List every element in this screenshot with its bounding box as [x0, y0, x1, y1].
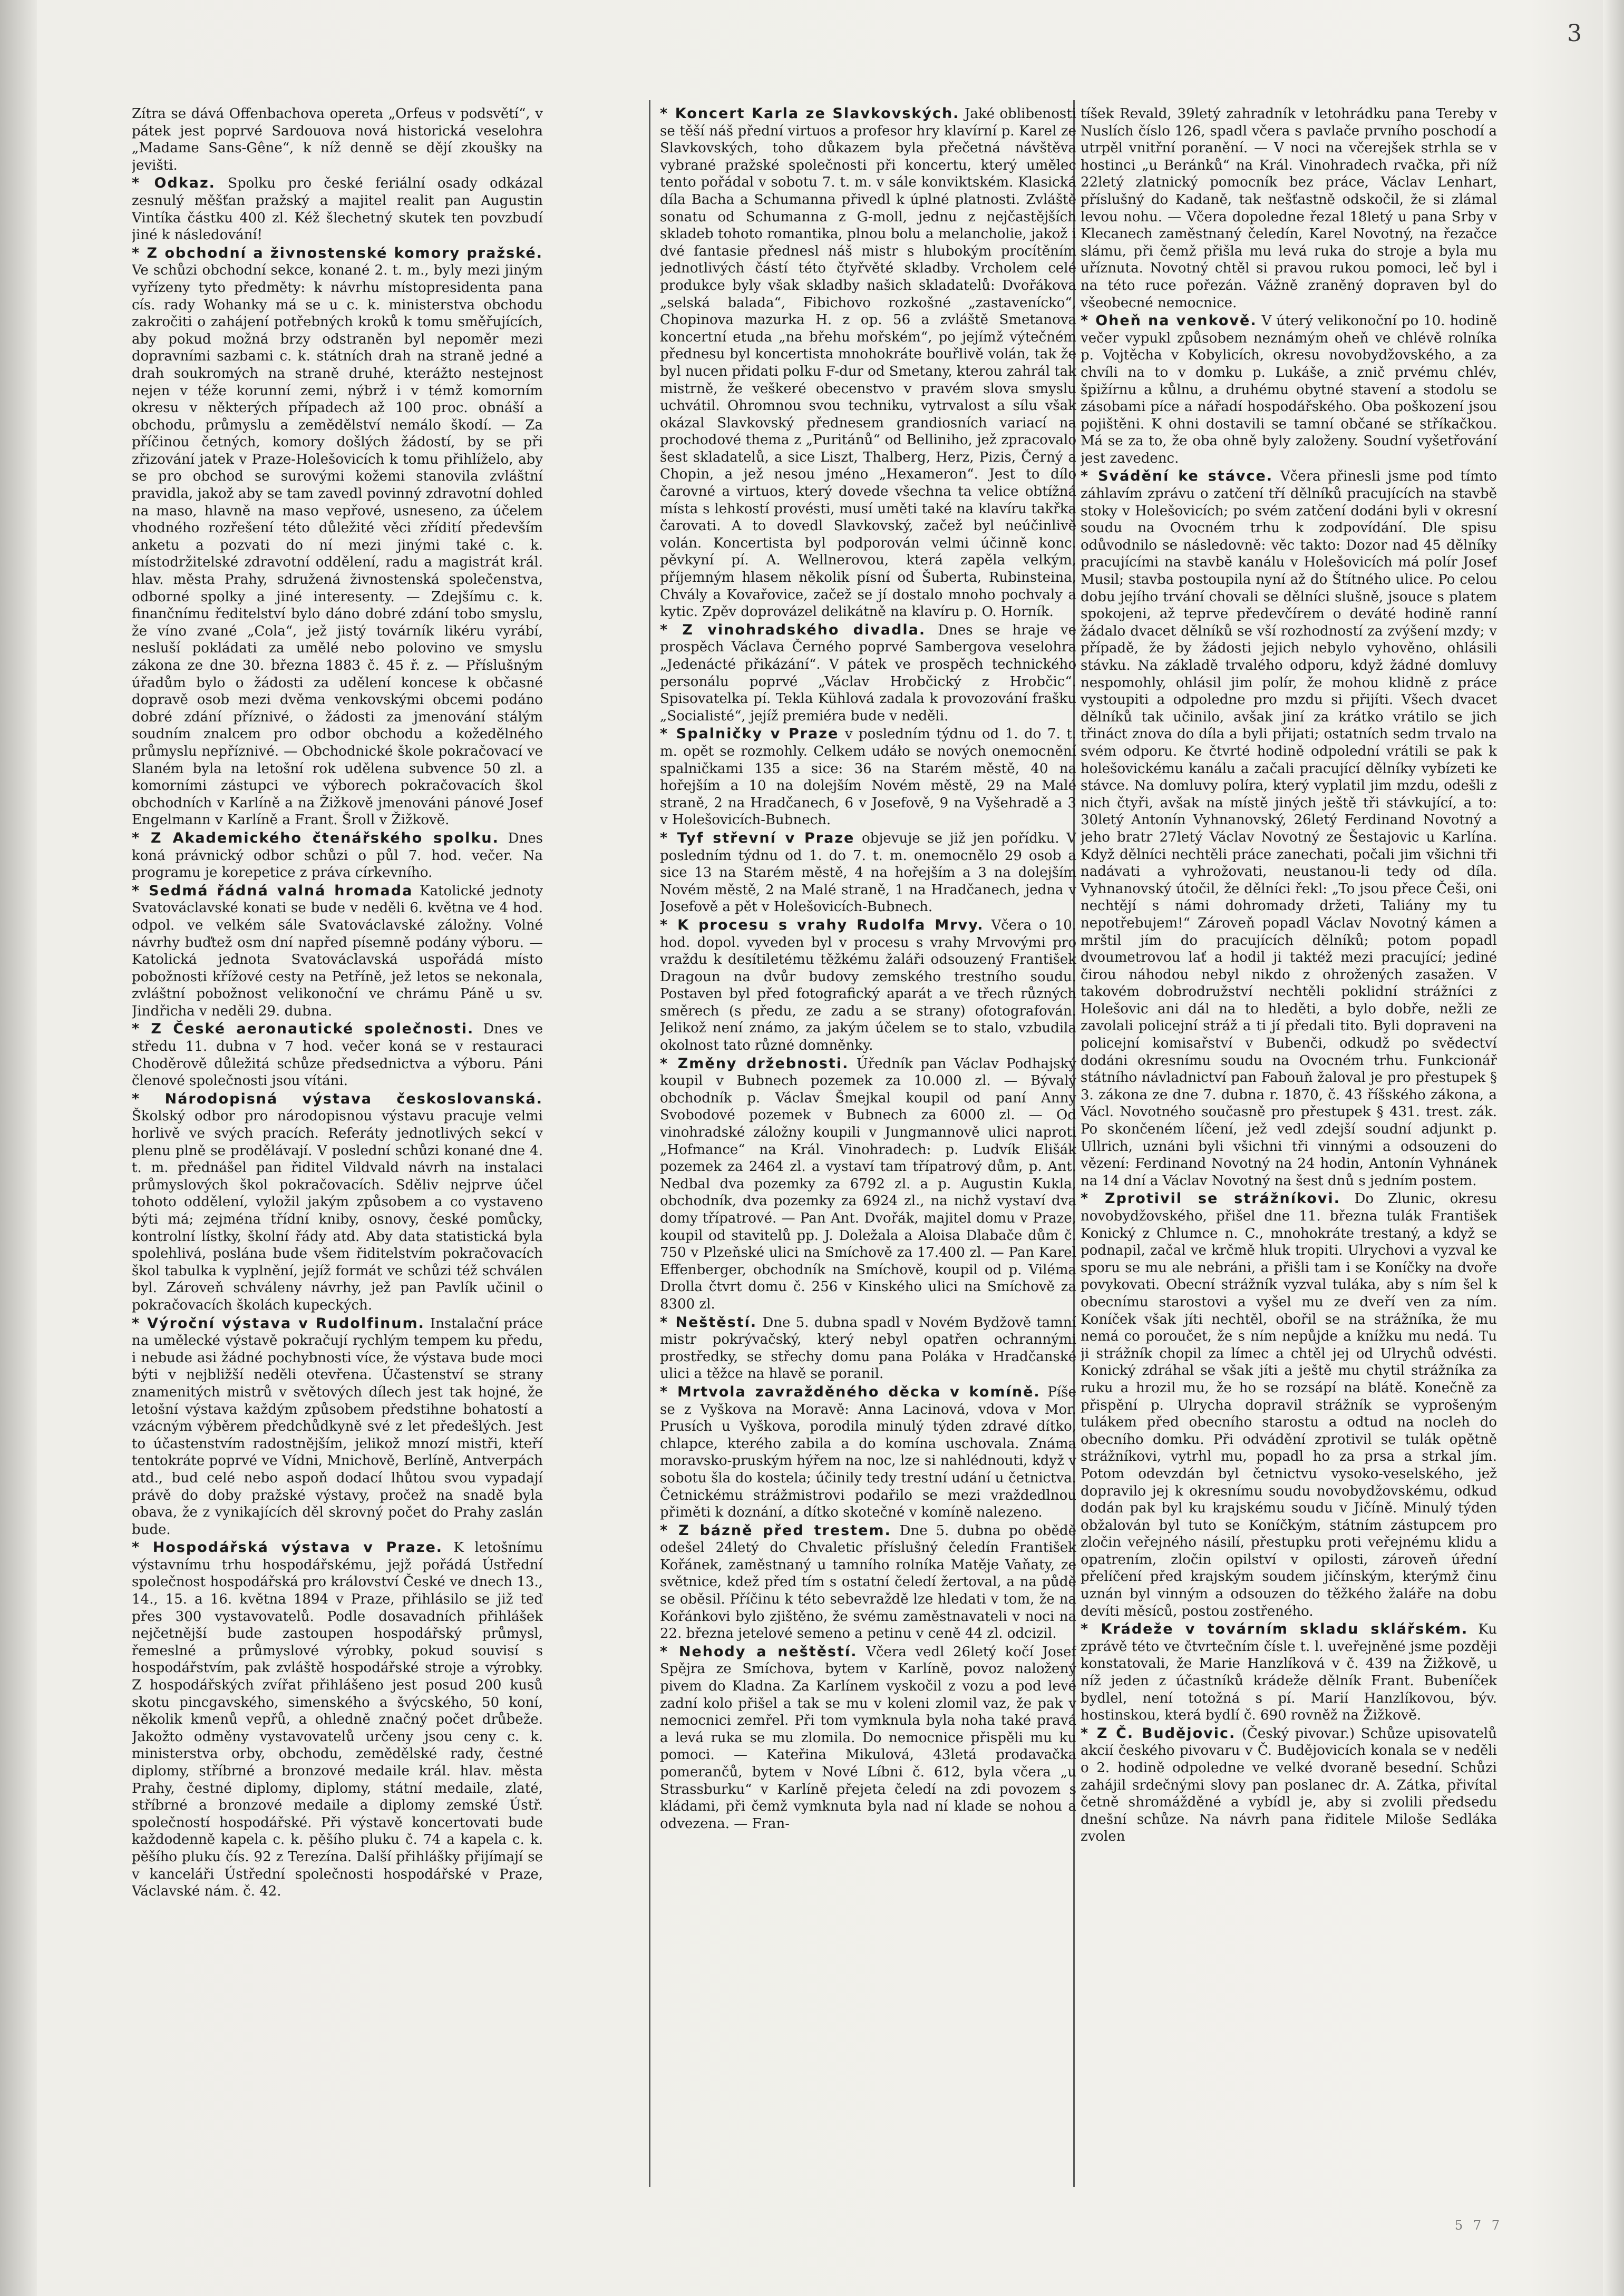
article-paragraph — [1081, 312, 1497, 467]
article-headline: * Mrtvola zavražděného děcka v komíně. — [660, 1383, 1040, 1400]
article-headline: * Neštěstí. — [660, 1314, 757, 1331]
article-paragraph — [132, 175, 543, 243]
article-text: Školský odbor pro národopisnou výstavu pracuje velmi horlivě ve svých pracích. Referáty jednotlivých sekcí v plenu plně se prodělávají. V poslední schůzi konané dne 4. t. m. přednášel pan řiditel Vildvald návrh na instalaci průmyslových škol pokračovacích. Sděliv nejprve účel tohoto oddělení, vyložil jakým způsobem a co vystaveno býti má; zejména třídní kniby, osnovy, české pomůcky, kontrolní lístky, školní řády atd. Aby data statistická byla spolehlivá, poslána bude všem řiditelstvím pokračovacích škol tabulka k vyplnění, jejíž formát ve schůzi též schválen byl. Zároveň schváleny návrhy, jež pan Pavlík učinil o pokračovacích školách kupeckých. — [132, 1108, 543, 1313]
article-text: Včera vedl 26letý kočí Josef Spějra ze Smíchova, bytem v Karlíně, povoz naložený pivem do Kladna. Za Karlínem vyskočil z vozu a pod levé zadní kolo přišel a tak se mu v koleni zlomil vaz, že pak v nemocnici zemřel. Při tom vymknula byla noha také pravá a levá ruka se mu zlomila. Do nemocnice přispěli mu ku pomoci. — Kateřina Mikulová, 43letá prodavačka pomerančů, bytem v Nové Líbni č. 612, byla včera „u Strassburku“ v Karlíně přejeta čeledí na zdi povozem s kládami, při čemž vymknuta byla nad ní klade se nohou a odvezena. — Fran- — [660, 1644, 1076, 1832]
article-text: Dnes ve středu 11. dubna v 7 hod. večer koná se v restauraci Choděrově důležitá schůze předsednictva a výboru. Páni členové společnosti jsou vítáni. — [132, 1021, 543, 1089]
article-paragraph — [660, 1522, 1076, 1643]
article-headline: * Z Č. Budějovic. — [1081, 1725, 1236, 1742]
article-headline: * Z vinohradského divadla. — [660, 621, 926, 638]
article-headline: * Zprotivil se strážníkovi. — [1081, 1190, 1340, 1207]
article-text: Do Zlunic, okresu novobydžovského, přišel dne 11. března tulák František Konický z Chlumce n. C., mnohokráte trestaný, a když se podnapil, začal ve krčmě hluk tropiti. Ulrychovi a vyzval ke sporu se mu ale nebráni, a přišli tam i se Koníčky na dvoře povykovati. Obecní strážník vyzval tuláka, aby s ním šel k obecnímu starostovi a vyšel mu ze dveří ven za ním. Koníček však jíti nechtěl, obořil se na strážníka, že mu nemá co poroučet, že s ním nepůjde a knížku mu nedá. Tu ji strážník chopil za límec a chtěl jej od Ulrychů odvésti. Konický zdráhal se však jíti a ještě mu chytil strážníka za ruku a hrozil mu, že ho se rozsápí na blátě. Konečně za přispění p. Ulrycha dopravil strážník se vyprošeným tulákem před obecního starostu a odtud na nocleh do obecního domku. Při odvádění zprotivil se tulák opětně strážníkovi, vytrhl mu, popadl ho za prsa a strkal jím. Potom odevzdán byl četnictvu vysoko-veselského, jež dopravilo jej k okresnímu soudu novobydžovskému, odkud dodán pak byl ku krajskému soudu v Jičíně. Minulý týden obžalován byl tuto se Koníčkým, státním zástupcem pro zločin veřejného násilí, přestupku proti veřejnému klidu a opatrením, zločin opilství v opilosti, zároveň úřední přelíčení před krajským soudem jičínským, kterýmž činu uznán byl vinným a odsouzen do těžkého žaláře na dobu devíti měsíců, postou zostřeného. — [1081, 1191, 1497, 1619]
article-text: Ve schůzi obchodní sekce, konané 2. t. m., byly mezi jiným vyřízeny tyto předměty: k návrhu místopresidenta pana cís. rady Wohanky má se u c. k. ministerstva obchodu zakročiti o zahájení potřebných kroků k tomu směřujících, aby pokud možná brzy odstraněn byl nepoměr mezi dopravními sazbami c. k. státních drah na straně jedné a drah soukromých na straně druhé, kterážto nestejnost nejen v téže korunní zemi, nýbrž i v témž komorním okresu v některých případech až 100 proc. obnáší a obchodu, průmyslu a zemědělství nemálo škodí. — Za příčinou četných, komory došlých žádostí, by se při zřizování jatek v Praze-Holešovicích k tomu přihlíželo, aby se pro obchod se surovými kožemi stanovila zvláštní pravidla, jakož aby se tam zavedl povinný zdravotní dohled na maso, hlavně na maso vepřové, usneseno, za účelem vhodného rozřešení této důležité věci zřídití především anketu a pozvati do ní mezi jinými také c. k. místodržitelské zdravotní oddělení, radu a magistrát král. hlav. města Prahy, sdružená živnostenská společenstva, odborné spolky a jiné interesenty. — Zdejšímu c. k. finančnímu ředitelství bylo dáno dobré zdání tobo smyslu, že víno zvané „Cola“, jež jistý továrník likéru vyrábí, nesluší pokládati za umělé nebo polovino ve smyslu zákona ze dne 30. března 1883 č. 45 ř. z. — Příslušným úřadům bylo o žádosti za udělení koncese k občasné dopravě osob mezi dvěma venkovskými obcemi podáno dobré zdání příznivé, o žádosti za jmenování stálým soudním znalcem pro odbor obchodu a kožedělného průmyslu nepříznivé. — Obchodnické škole pokračovací ve Slaném byla na letošní rok udělena subvence 50 zl. a komorními zástupci ve výborech pokračovacích škol obchodních v Karlíně a na Žižkově jmenováni pánové Josef Engelmann v Karlíně a Frant. Šroll v Žižkově. — [132, 262, 543, 828]
article-text: K letošnímu výstavnímu trhu hospodářskému, jejž pořádá Ústřední společnost hospodářská pro království České ve dnech 13., 14., 15. a 16. května 1894 v Praze, přihlásilo se již teď přes 300 vystavovatelů. Podle dosavadních přihlášek nejčetnější bude zastoupen hospodářský průmysl, řemeslné a průmyslové výrobky, pokud souvisí s hospodářstvím, pak zvláště hospodářské stroje a výrobky. Z hospodářských zvířat přihlášeno jest posud 200 kusů skotu pincgavského, simenského a švýcského, 50 koní, několik kmenů vepřů, a ohledně značný počet drůbeže. Jakožto odměny vystavovatelů určeny jsou ceny c. k. ministerstva orby, obchodu, zemědělské rady, čestné diplomy, stříbrné a bronzové medaile král. hlav. města Prahy, čestné diplomy, diplomy, státní medaile, zlaté, stříbrné a bronzové medaile a diplomy zemské Ústř. společností hospodářské. Při výstavě koncertovati bude každodenně kapela c. k. pěšího pluku č. 74 a kapela c. k. pěšího pluku čís. 92 z Terezína. Další přihlášky přijímají se v kanceláři Ústřední společnosti hospodářské v Praze, Václavské nám. č. 42. — [132, 1540, 543, 1900]
article-headline: * Nehody a neštěstí. — [660, 1643, 858, 1660]
article-paragraph — [1081, 1725, 1497, 1845]
article-text: Včera přinesli jsme pod tímto záhlavím zprávu o zatčení tří dělníků pracujících na stavbě stoky v Holešovicích; po svém zatčení dodáni byli v okresní soudu na Ovocném trhu k zodpovídání. Dle spisu odůvodnilo se následovně: věc takto: Dozor nad 45 dělníky pracujícími na stavbě kanálu v Holešovicích má polír Josef Musil; stavba postoupila nyní až do Štítného ulice. Po celou dobu jejího trvání chovali se dělníci slušně, jsouce s platem spokojeni, až teprve předevčírem o deváté hodině ranní žádalo dvacet dělníků se vší rozhodností za zvýšení mzdy; v případě, že by žádosti jejich nebylo vyhověno, ohlásili stávku. Na základě trvalého odporu, když žádné domluvy nespomohly, ohlásil jim polír, že mohou klidně z práce vystoupiti a odpoledne pro mzdu si přijíti. Všech dvacet dělníků tak učinilo, avšak jiní za krátko vrátilo se jich třináct znova do díla a byli přijati; ostatních sedm trvalo na svém odporu. Ke čtvrté hodině odpolední vrátili se pak k holešovickému kanálu a začali pracující dělníky vybízeti ke stávce. Na domluvy políra, který vyplatil jim mzdu, odešli z nich čtyři, avšak na místě jiných ještě tři stávkující, a to: 30letý Antonín Vyhnanovský, 26letý Ferdinand Novotný a jeho bratr 27letý Václav Novotný ze Šestajovic u Karlína. Když dělníci nechtěli práce zanechati, počali jim všichni tři nadávati a vyhrožovati, neustanou-li tedy od díla. Vyhnanovský útočil, že dělníci řekl: „To jsou přece Češi, oni nechtějí s námi dohromady držeti, Taliány my tu nepotřebujem!“ Zároveň popadl Václav Novotný kámen a mrštil jím do pracujících dělníků; potom popadl dvoumetrovou lať a hodil ji taktéž mezi pracující; jediné čirou náhodou nebyl nikdo z ohrožených zasažen. V takovém dobrodružství nechtěli poklidní strážníci z Holešovic ani dál na to hleděti, a bylo dobře, nežli ze zavolali policejní stráž a ti jí předali tito. Byli dopraveni na policejní komisařství v Bubenči, odkudž po svědectví dodáni okresnímu soudu na Ovocném trhu. Funkcionář státního návladnictví pan Fabouň žaloval je pro přestupek § 3. zákona ze dne 7. dubna r. 1870, č. 43 říšského zákona, a Václ. Novotného současně pro přestupek § 431. trest. zák. Po skončeném líčení, jež vedl zdejší soudní adjunkt p. Ullrich, uznáni byli všichni tři vinnými a odsouzeni do vězení: Ferdinand Novotný na 24 hodin, Antonín Vyhnánek na 14 dní a Václav Novotný na šest dnů s jedním postem. — [1081, 468, 1497, 1189]
column-rule-1 — [649, 100, 650, 2187]
article-paragraph — [132, 1539, 543, 1900]
article-headline: * Národopisná výstava českoslovanská. — [132, 1090, 543, 1107]
scan-edge-right — [1603, 0, 1624, 2296]
scan-edge-left — [0, 0, 37, 2296]
article-text: objevuje se již jen pořídku. V posledním týdnu od 1. do 7. t. m. onemocnělo 29 osob a sice 13 na Starém městě, 4 na hořejším a 3 na dolejším Novém městě, 2 na Malé straně, 1 na Hradčanech, jedna v Josefově a pět v Holešovicích-Bubnech. — [660, 830, 1076, 915]
article-paragraph — [660, 917, 1076, 1054]
article-text: Ku zprávě této ve čtvrtečním čísle t. l. uveřejněné jsme později konstatovali, že Marie Hanzlíková v č. 439 na Žižkově, u níž jeden z účastníků krádeže dělník Frant. Bubeníček bydlel, není totožná s pí. Marií Hanzlíkovou, býv. hostinskou, která bydlí č. 690 rovněž na Žižkově. — [1081, 1621, 1497, 1724]
article-headline: * Z České aeronautické společnosti. — [132, 1021, 474, 1038]
column-1 — [132, 105, 543, 2240]
article-headline: * Výroční výstava v Rudolfinum. — [132, 1315, 425, 1332]
article-headline: * Z bázně před trestem. — [660, 1522, 891, 1539]
article-headline: * Sedmá řádná valná hromada — [132, 882, 413, 899]
article-paragraph — [1081, 105, 1497, 311]
article-paragraph — [132, 105, 543, 174]
article-headline: * Svádění ke stávce. — [1081, 468, 1273, 485]
article-paragraph — [132, 1021, 543, 1089]
footer-stamp: 5 7 7 — [1454, 2218, 1503, 2233]
article-paragraph — [660, 830, 1076, 916]
article-text: Píše se z Vyškova na Moravě: Anna Lacinová, vdova v Mor. Prusích u Vyškova, porodila minulý týden zdravé dítko, chlapce, kterého zabila a do komína uschovala. Známa moravsko-pruským hýřem na noc, lze si nahlédnouti, když v sobotu šla do kostela; účinily tedy trestní udání u četnictva. Četnickému strážmistrovi podařilo se mezi vraždedlnou přiměti k doznání, a dítko skotečné v komíně nalezeno. — [660, 1384, 1076, 1521]
article-headline: * Tyf střevní v Praze — [660, 829, 855, 846]
article-paragraph — [1081, 1621, 1497, 1724]
article-paragraph — [132, 830, 543, 882]
article-paragraph — [660, 105, 1076, 621]
article-text: Dne 5. dubna po obědě odešel 24letý do Chvaletic příslušný čeledín František Kořánek, zaměstnaný u tamního rolníka Matěje Vaňaty, ze světnice, kdež před tím s ostatní čeledí žertoval, a na půdě se oběsil. Příčinu k této sebevraždě lze hledati v tom, že na Kořánkovi bylo zjištěno, že svému zaměstnavateli v noci na 22. března jetelové semeno a petinu v ceně 44 zl. odcizil. — [660, 1522, 1076, 1642]
article-text: Dnes koná právnický odbor schůzi o půl 7. hod. večer. Na programu je korepetice z práva církevního. — [132, 830, 543, 881]
article-text: (Český pivovar.) Schůze upisovatelů akcií českého pivovaru v Č. Budějovicích konala se v neděli o 2. hodině odpoledne ve velké dvoraně besední. Schůzi zahájil srdečnými slovy pan poslanec dr. A. Zátka, přivítal četně shromážděné a vybídl je, aby si zvolili předsedu dnešní schůze. Na návrh pana řiditele Miloše Sedláka zvolen — [1081, 1725, 1497, 1845]
article-paragraph — [1081, 1190, 1497, 1620]
article-text: Instalační práce na umělecké výstavě pokračují rychlým tempem ku předu, i nebude asi žádné pochybnosti více, že výstava bude moci býti v nejbližší neděli otevřena. Účastenství se strany znamenitých mistrů v světových dílech jest tak hojné, že letošní výstava každým způsobem předstihne bohatostí a vzácným výběrem předchůdkyně své z let předešlých. Jest to účastenstvím radostnějším, jelikož mnozí mistři, kteří tentokráte poprvé ve Vídni, Mnichově, Berlíně, Antverpách atd., bud celé nebo aspoň dodací lhůtou svou vypadají právě do doby pražské výstavy, pročež na snadě byla obava, že z vynikajících děl skrovný počet do Prahy zaslán bude. — [132, 1315, 543, 1538]
article-headline: * Změny držebnosti. — [660, 1055, 849, 1072]
article-headline: * K procesu s vrahy Rudolfa Mrvy. — [660, 916, 984, 933]
article-text: V úterý velikonoční po 10. hodině večer vypukl způsobem neznámým oheň ve chlévě rolníka p. Vojtěcha v Kobylicích, okresu novobydžovského, a za chvíli na to v domku p. Lukáše, a znič prvému chlév, špižírnu a kůlnu, a druhému obytné stavení a stodolu se zásobami píce a nářadí hospodářského. Oba poškození jsou pojištěni. K ohni dostavili se tamní občané se stříkačkou. Má se za to, že oba ohně byly založeny. Soudní vyšetřování jest zavedenc. — [1081, 313, 1497, 466]
article-text: Jaké oblibenosti se těší náš přední virtuos a profesor hry klavírní p. Karel ze Slavkovských, toho důkazem byla přečetná návštěva vybrané pražské společnosti při koncertu, který umělec tento pořádal v sobotu 7. t. m. v sále konviktském. Klasická díla Bacha a Schumanna přivedl k úplné platnosti. Zvláště sonatu od Schumanna z G-moll, jednu z nejčastějších skladeb tohoto romantika, plnou bolu a melancholie, jakož i dvé fantasie přednesl náš mistr s hlubokým procítěním jednotlivých částí této čtyřvěté skladby. Vrcholem celé produkce byly však skladby našich skladatelů: Dvořákova „selská balada“, Fibichovo rozkošné „zastavenícko“, Chopinova mazurka H. z op. 56 a zvláště Smetanova koncertní etuda „na břehu mořském“, po jejímž výtečném přednesu byl koncertista mnohokráte bouřlivě volán, tak že byl nucen přidati polku F-dur od Smetany, kterou zahrál tak mistrně, že veškeré obecenstvo v pravém slova smyslu uchvátil. Ohromnou svou techniku, vytrvalost a sílu však okázal Slavkovský přednesem grandiosních variací na prochodové thema z „Puritánů“ od Belliniho, jež zpracovalo šest skladatelů, a sice Liszt, Thalberg, Herz, Pizis, Černý a Chopin, a jež nesou jméno „Hexameron“. Jest to dílo čarovné a virtuos, který dovede všechna ta velice obtížná místa s lehkostí provésti, musí uměti také na klavíru takřka čarovati. A to dovedl Slavkovský, začež byl neúčinlivě volán. Koncertista byl podporován velmi účinně konc. pěvkyní pí. A. Wellnerovou, která zapěla velkým, příjemným hlasem několik písní od Šuberta, Rubinsteina, Chvály a Kovařovice, začež se jí dostalo mnoho pochvaly a kytic. Zpěv doprovázel delikátně na klavíru p. O. Horník. — [660, 106, 1076, 620]
article-paragraph — [132, 883, 543, 1020]
article-paragraph — [660, 1644, 1076, 1833]
column-3 — [1081, 105, 1497, 2240]
article-headline: * Spalničky v Praze — [660, 726, 839, 742]
article-text: Dnes se hraje ve prospěch Václava Černého poprvé Sambergova veselohra „Jedenácté přikázání“. V pátek ve prospěch technického personálu poprvé „Václav Hrobčický z Hrobčic“. Spisovatelka pí. Tekla Kühlová zadala k provozování frašku „Socialisté“, jejíž premiéra bude v neděli. — [660, 622, 1076, 724]
article-headline: * Krádeže v továrním skladu sklářském. — [1081, 1621, 1469, 1638]
article-headline: * Z Akademického čtenářského spolku. — [132, 829, 499, 846]
article-text: Zítra se dává Offenbachova opereta „Orfeus v podsvětí“, v pátek jest poprvé Sardouova nová historická veselohra „Madame Sans-Gêne“, k níž denně se dějí zkoušky na jevišti. — [132, 106, 543, 173]
article-paragraph — [660, 726, 1076, 829]
article-headline: * Odkaz. — [132, 175, 216, 192]
article-paragraph — [660, 1384, 1076, 1521]
article-text: Včera o 10. hod. dopol. vyveden byl v procesu s vrahy Mrvovými pro vraždu k desítiletému těžkému žaláři odsouzený František Dragoun na dvůr budovy zemského trestního soudu. Postaven byl před fotografický aparát a ve třech různých směrech (s předu, ze zadu a se strany) ofotografován. Jelikož není známo, za jakým účelem se to stalo, vzbudila okolnost tato různé domněnky. — [660, 917, 1076, 1054]
article-headline: * Z obchodní a živnostenské komory pražské. — [132, 245, 543, 261]
article-text: tíšek Revald, 39letý zahradník v letohrádku pana Tereby v Nuslích číslo 126, spadl včera s pavlače prvního poschodí a utrpěl vnitřní poranění. — V noci na včerejšek strhla se v hostinci „u Beránků“ na Král. Vinohradech rvačka, při níž 22letý zlatnický pomocník bez práce, Václav Lenhart, příslušný do Kadaně, tak nešťastně odskočil, že si zlámal levou nohu. — Včera dopoledne řezal 18letý u pana Srby v Klecanech zaměstnaný čeledín, Karel Novotný, na řezačce slámu, při čemž přišla mu levá ruka do stroje a byla mu uříznuta. Novotný chtěl si pravou rukou pomoci, leč byl i na této ruce pořezán. Vážně zraněný dopraven byl do všeobecné nemocnice. — [1081, 106, 1497, 311]
article-paragraph — [132, 1091, 543, 1314]
article-headline: * Koncert Karla ze Slavkovských. — [660, 105, 960, 122]
article-text: Úředník pan Václav Podhajský koupil v Bubnech pozemek za 10.000 zl. — Bývalý obchodník p. Václav Šmejkal koupil od paní Anny Svobodové pozemek v Bubnech za 6000 zl. — Od vinohradské záložny koupili v Jungmannově ulici naproti „Hofmance“ na Král. Vinohradech: p. Ludvík Elišák pozemek za 2464 zl. a vystaví tam třípatrový dům, p. Ant. Nedbal dva pozemky za 6792 zl. a p. Augustin Kukla, obchodník, dva pozemky za 6924 zl., na nichž vystaví dva domy třípatrové. — Pan Ant. Dvořák, majitel domu v Praze, koupil od stavitelů pp. J. Doležala a Aloisa Dlabače dům č. 750 v Plzeňské ulici na Smíchově za 17.400 zl. — Pan Karel Effenberger, obchodník na Smíchově, koupil od p. Viléma Drolla čtvrt domu č. 256 v Kinského ulici na Smíchově za 8300 zl. — [660, 1056, 1076, 1312]
article-text: Dne 5. dubna spadl v Novém Bydžově tamní mistr pokrývačský, který nebyl opatřen ochrannými prostředky, se střechy domu pana Poláka v Hradčanské ulici a těžce na hlavě se poranil. — [660, 1314, 1076, 1382]
article-headline: * Oheň na venkově. — [1081, 312, 1257, 329]
article-text: v posledním týdnu od 1. do 7. t. m. opět se rozmohly. Celkem udáło se nových onemocnění spalničkami 135 a sice: 36 na Starém městě, 40 na hořejším a 10 na dolejším Novém městě, 29 na Malé straně, 2 na Hradčanech, 6 v Josefově, 9 na Vyšehradě a 3 v Holešovicích-Bubnech. — [660, 726, 1076, 828]
article-text: Katolické jednoty Svatováclavské konati se bude v neděli 6. května ve 4 hod. odpol. ve velkém sále Svatováclavské záložny. Volné návrhy buďtež osm dní napřed písemně podány výboru. — Katolická jednota Svatováclavská uspořádá místo pobožnosti křížové cesty na Petříně, jež letos se nekonala, zvláštní pobožnost velikonoční ve chrámu Páně u sv. Jindřicha v neděli 29. dubna. — [132, 883, 543, 1019]
article-text: Spolku pro české feriální osady odkázal zesnulý měšťan pražský a majitel realit pan Augustin Vintíka částku 400 zl. Kéž šlechetný skutek ten povzbudí jiné k následování! — [132, 175, 543, 243]
column-2 — [660, 105, 1076, 2240]
article-paragraph — [132, 245, 543, 829]
article-paragraph — [660, 1056, 1076, 1313]
page-folio: 3 — [1567, 20, 1582, 47]
article-headline: * Hospodářská výstava v Praze. — [132, 1539, 443, 1556]
article-paragraph — [1081, 468, 1497, 1189]
article-paragraph — [132, 1315, 543, 1539]
article-paragraph — [660, 1314, 1076, 1383]
article-paragraph — [660, 622, 1076, 725]
